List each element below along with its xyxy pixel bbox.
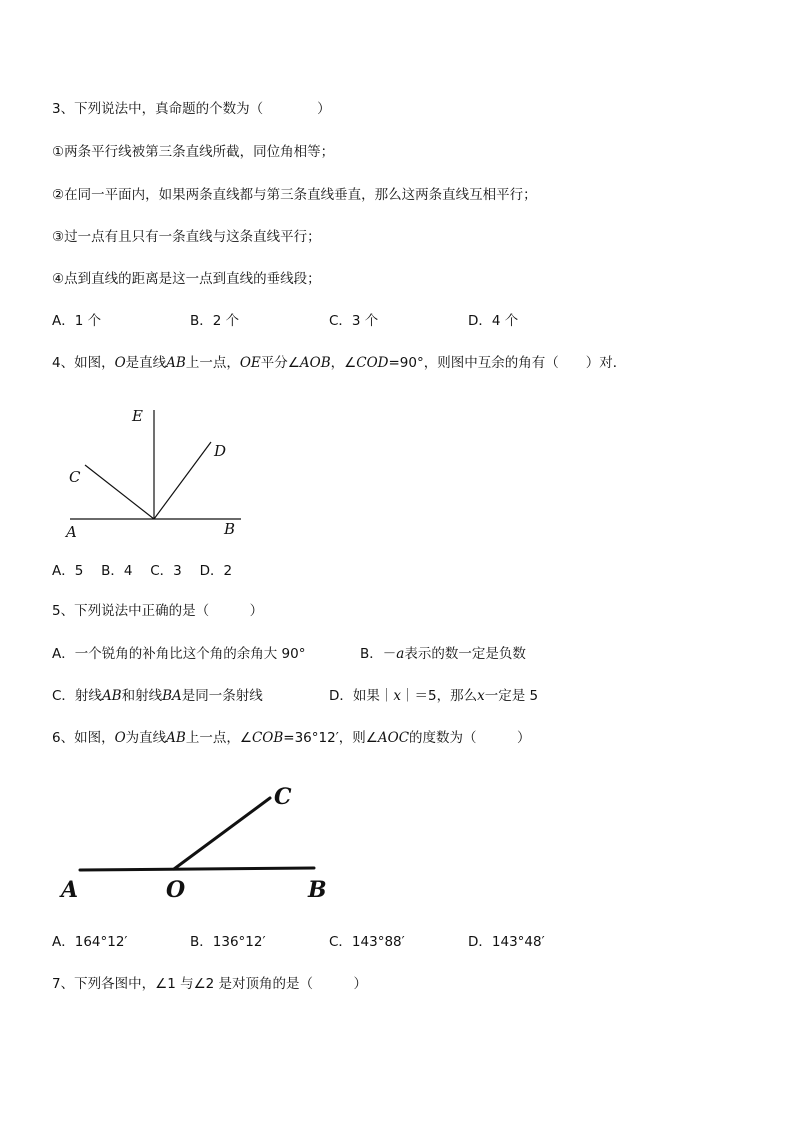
q3-option-d[interactable]: D．4 个 (468, 313, 519, 329)
q3-statement-4: ④点到直线的距离是这一点到直线的垂线段； (52, 271, 321, 287)
q6-label-b: B (308, 877, 327, 903)
q5-option-c[interactable]: C．射线AB和射线BA是同一条射线 (52, 688, 263, 704)
q6-option-a[interactable]: A．164°12′ (52, 934, 128, 950)
q3-option-b[interactable]: B．2 个 (190, 313, 240, 329)
q5-option-b[interactable]: B．－a表示的数一定是负数 (360, 646, 526, 662)
q4-label-d: D (214, 442, 227, 460)
q3-statement-3: ③过一点有且只有一条直线与这条直线平行； (52, 229, 321, 245)
q4-label-a: A (66, 523, 77, 541)
q5-option-d[interactable]: D．如果｜x｜＝5，那么x一定是 5 (329, 688, 539, 704)
q6-option-b[interactable]: B．136°12′ (190, 934, 266, 950)
q6-option-c[interactable]: C．143°88′ (329, 934, 405, 950)
q3-stem: 3、下列说法中，真命题的个数为（ ） (52, 101, 331, 117)
q4-stem: 4、如图，O是直线AB上一点，OE平分∠AOB，∠COD=90°，则图中互余的角有（ ）对． (52, 355, 627, 371)
q4-label-c: C (69, 468, 81, 486)
q4-label-b: B (224, 520, 236, 538)
q6-label-o: O (166, 877, 186, 903)
q3-option-a[interactable]: A．1 个 (52, 313, 102, 329)
q6-label-c: C (274, 784, 292, 810)
q7-stem: 7、下列各图中，∠1 与∠2 是对顶角的是（ ） (52, 976, 368, 992)
q4-label-e: E (132, 407, 143, 425)
q6-label-a: A (61, 877, 79, 903)
q6-ray-oc (174, 798, 270, 869)
q3-statement-2: ②在同一平面内，如果两条直线都与第三条直线垂直，那么这两条直线互相平行； (52, 187, 537, 203)
q6-option-d[interactable]: D．143°48′ (468, 934, 545, 950)
q5-option-a[interactable]: A．一个锐角的补角比这个角的余角大 90° (52, 646, 306, 662)
q6-stem: 6、如图，O为直线AB上一点，∠COB=36°12′，则∠AOC的度数为（ ） (52, 730, 531, 746)
q3-statement-1: ①两条平行线被第三条直线所截，同位角相等； (52, 144, 335, 160)
q5-stem: 5、下列说法中正确的是（ ） (52, 603, 264, 619)
q4-options[interactable]: A．5 B．4 C．3 D．2 (52, 563, 233, 579)
q3-option-c[interactable]: C．3 个 (329, 313, 379, 329)
q6-line-ab (80, 868, 314, 870)
